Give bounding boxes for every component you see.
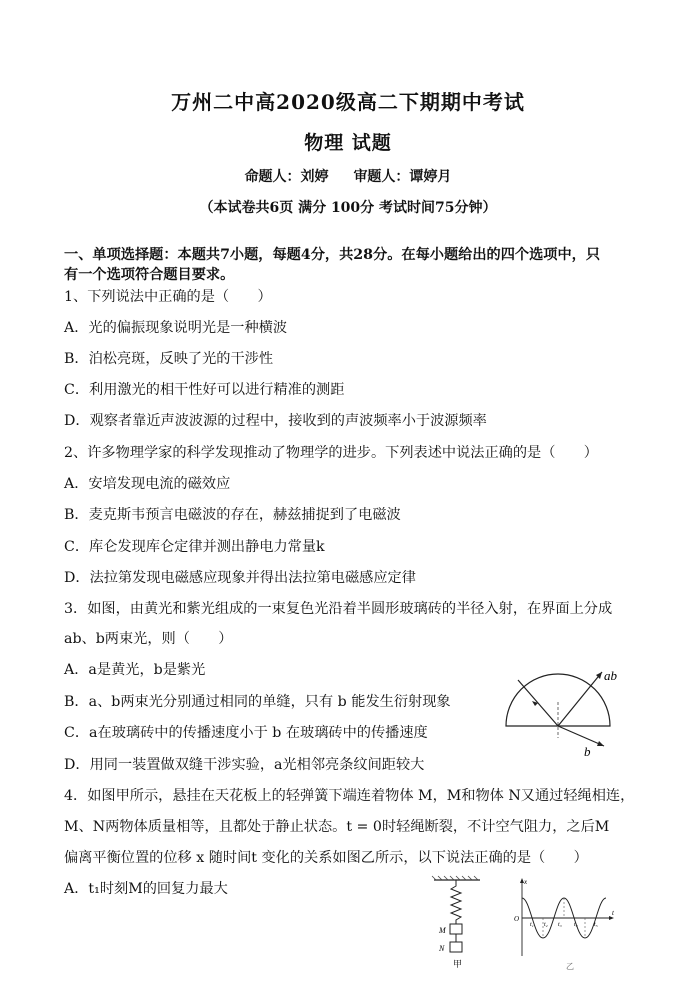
q2-option-c: C．库仑发现库仑定律并测出静电力常量k (64, 539, 325, 555)
q3-option-b: B．a、b两束光分别通过相同的单缝，只有 b 能发生衍射现象 (64, 694, 451, 710)
label-t1: t₁ (530, 922, 534, 928)
q1-stem: 1、下列说法中正确的是（ ） (64, 289, 272, 305)
label-b: b (584, 744, 591, 759)
exam-info: （本试卷共6页 满分 100分 考试时间75分钟） (199, 200, 497, 216)
reviewer: 审题人：谭婷月 (353, 169, 452, 185)
label-m: M (439, 926, 446, 935)
label-t4: t₄ (574, 922, 578, 928)
section-heading-line1: 一、单项选择题：本题共7小题，每题4分，共28分。在每小题给出的四个选项中，只 (64, 247, 601, 263)
q3-option-c: C．a在玻璃砖中的传播速度小于 b 在玻璃砖中的传播速度 (64, 725, 428, 741)
exam-subtitle: 物理 试题 (304, 132, 392, 154)
q1-option-d: D．观察者靠近声波波源的过程中，接收到的声波频率小于波源频率 (64, 413, 487, 429)
setter: 命题人：刘婷 (244, 169, 329, 185)
q4-stem-line1: 4．如图甲所示，悬挂在天花板上的轻弹簧下端连着物体 M，M和物体 N又通过轻绳相连， (64, 788, 635, 804)
label-t5: t₅ (594, 922, 598, 928)
exam-title: 万州二中高2020级高二下期期中考试 (171, 90, 525, 114)
q1-option-c: C．利用激光的相干性好可以进行精准的测距 (64, 382, 345, 398)
refracted-ray (558, 726, 604, 746)
q3-option-a: A．a是黄光，b是紫光 (64, 662, 206, 678)
q2-option-a: A．安培发现电流的磁效应 (64, 476, 231, 492)
label-ab: ab (604, 668, 617, 683)
caption-jia: 甲 (453, 960, 463, 970)
exam-authors (0, 166, 696, 186)
q4-stem-line2: M、N两物体质量相等，且都处于静止状态。t = 0时轻绳断裂，不计空气阻力，之后M (64, 819, 610, 835)
label-n: N (439, 944, 445, 953)
caption-yi: 乙 (566, 962, 574, 971)
q4-stem-line3: 偏离平衡位置的位移 x 随时间t 变化的关系如图乙所示，以下说法正确的是（ ） (64, 850, 588, 866)
label-t2: t₂ (544, 922, 548, 928)
q1-option-a: A．光的偏振现象说明光是一种横波 (64, 320, 288, 336)
q2-stem: 2、许多物理学家的科学发现推动了物理学的进步。下列表述中说法正确的是（ ） (64, 445, 598, 461)
q3-glass-figure (500, 660, 630, 760)
reflected-ray (558, 672, 602, 726)
label-origin: O (514, 915, 520, 923)
q4-option-a: A．t₁时刻M的回复力最大 (64, 881, 228, 897)
mass-n (450, 942, 462, 952)
q2-option-d: D．法拉第发现电磁感应现象并得出法拉第电磁感应定律 (64, 570, 416, 586)
spring (451, 880, 461, 924)
label-t: t (612, 909, 614, 917)
label-x: x (524, 878, 528, 886)
q2-option-b: B．麦克斯韦预言电磁波的存在，赫兹捕捉到了电磁波 (64, 507, 401, 523)
q3-stem-line2: ab、b两束光，则（ ） (64, 631, 233, 647)
q1-option-b: B．泊松亮斑，反映了光的干涉性 (64, 351, 274, 367)
q3-option-d: D．用同一装置做双缝干涉实验，a光相邻亮条纹间距较大 (64, 757, 425, 773)
label-t3: t₃ (558, 922, 562, 928)
section-heading-line2: 有一个选项符合题目要求。 (64, 267, 235, 283)
q3-stem-line1: 3．如图，由黄光和紫光组成的一束复色光沿着半圆形玻璃砖的半径入射，在界面上分成 (64, 601, 613, 617)
q4-spring-figure (428, 874, 488, 972)
mass-m (450, 924, 462, 934)
refracted-arrow (597, 741, 604, 746)
q4-xt-graph (508, 874, 620, 972)
